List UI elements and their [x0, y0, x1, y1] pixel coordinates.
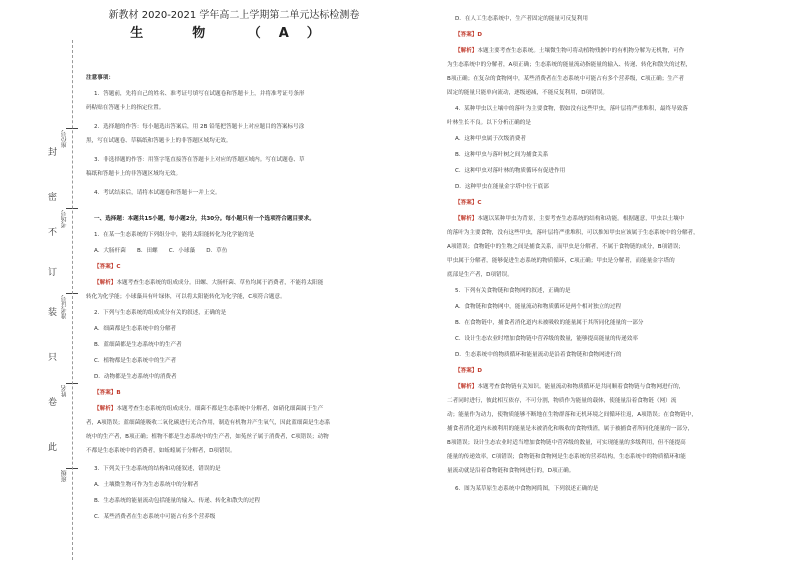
analysis-line: 的落叶为主要食物，没有这些甲虫，落叶层将严重堆积，可以推知甲虫应该属于生态系统中的分解者， — [447, 230, 699, 236]
option-line: A．食物链和食物网中，能量流动和物质循环是两个相对独立的过程 — [455, 304, 622, 310]
text-line: 4．考试结束后，请将本试题卷和答题卡一并上交。 — [94, 190, 221, 196]
option-line: A．土壤微生物可作为生态系统中的分解者 — [94, 482, 199, 488]
analysis-line: 二者同时进行，彼此相互依存，不可分割，物质作为能量的载体，使能量沿着食物链（网）流 — [447, 398, 677, 404]
analysis-line: 甲虫属于分解者，能够促进生态系统的物质循环，C项正确；甲虫是分解者，而能量金字塔的 — [447, 258, 675, 264]
analysis-line: 量流动就是沿着食物链和食物网进行的，D项正确。 — [447, 468, 575, 474]
analysis-line: A项错误；食物链中的生物之间是捕食关系，而甲虫是分解者，不属于食物链的成分，B项错误； — [447, 244, 685, 250]
exam-title: 新教材 2020-2021 学年高二上学期第二单元达标检测卷 — [108, 10, 360, 21]
answer-line: 【答案】B — [94, 390, 121, 396]
option-line: C．设计生态农业时增加食物链中营养级的数量，能够提高能量的传递效率 — [455, 336, 638, 342]
analysis-line: 【解析】本题主要考查生态系统。土壤微生物可将动植物残骸中的有机物分解为无机物，可作 — [455, 48, 685, 54]
analysis-line: 捕食者消化道内未被利用的能量是未被消化和吸收的食物残渣，属于被捕食者所同化能量的一部分， — [447, 426, 694, 432]
option-line: B．这种甲虫与落叶树之间为捕食关系 — [455, 152, 549, 158]
subject-title: 生 物 （A） — [130, 26, 338, 41]
question-line: 2．下列与生态系统的组成成分有关的叙述，正确的是 — [94, 310, 227, 316]
question-line: 5．下列有关食物链和食物网的叙述，正确的是 — [455, 288, 571, 294]
analysis-line: 【解析】本题考查食物链有关知识。能量流动和物质循环是共同顺着食物链与食物网进行的， — [455, 384, 685, 390]
analysis-line: 【解析】本题以某种甲虫为背景，主要考查生态系统的结构和功能。根据题意，甲虫以土壤中 — [455, 216, 685, 222]
analysis-line: 为生态系统中的分解者，A项正确；生态系统的能量流动指能量的输入、传递、转化和散失的过程， — [447, 62, 692, 68]
analysis-label: 【解析】 — [455, 48, 478, 54]
exam-room-field: 考场号 — [61, 210, 68, 228]
section-heading: 一、选择题：本题共15小题，每小题2分，共30分。每小题只有一个选项符合题目要求。 — [94, 216, 315, 222]
binding-margin — [0, 0, 82, 561]
analysis-label: 【解析】 — [94, 280, 117, 286]
analysis-line: 【解析】本题考查生态系统的组成成分。细菌不都是生态系统中分解者，如硝化细菌属于生产 — [94, 406, 324, 412]
option-line: D．生态系统中的物质循环和能量流动是沿着食物链和食物网进行的 — [455, 352, 622, 358]
answer-line: 【答案】C — [455, 200, 482, 206]
analysis-line: 不都是生态系统中的消费者，如蚯蚓属于分解者，D项错误。 — [86, 448, 236, 454]
option-line: A．大肠杆菌 B．田螺 C．小球藻 D．草鱼 — [94, 248, 228, 254]
analysis-line: 底部是生产者，D项错误。 — [447, 272, 513, 278]
analysis-line: B项错误；设计生态农业时适当增加食物链中营养级的数量，可实现能量的多级利用，但不能提高 — [447, 440, 686, 446]
option-line: A．这种甲虫属于次级消费者 — [455, 136, 526, 142]
analysis-line: 者，A项错误；蓝细菌能吸收二氧化碳进行光合作用，制造有机物并产生氧气，因此蓝细菌是生态系 — [86, 420, 331, 426]
question-line: 6．图为某草原生态系统中食物网简图，下列叙述正确的是 — [455, 486, 599, 492]
seal-char: 订 — [48, 268, 58, 278]
ticket-number-field: 准考证号 — [61, 295, 68, 319]
question-line: 1．在某一生态系统的下列组分中，能将太阳能转化为化学能的是 — [94, 232, 255, 238]
question-line: 3．下列关于生态系统的结构和功能叙述，错误的是 — [94, 466, 221, 472]
answer-line: 【答案】D — [455, 32, 483, 38]
seal-char: 密 — [48, 193, 58, 203]
text-line: 3．非选择题的作答：用签字笔直接答在答题卡上对应的答题区域内。写在试题卷、草 — [94, 157, 305, 163]
question-line: 4．某种甲虫以土壤中的落叶为主要食物，假如没有这些甲虫，落叶层将严重堆积，最终导致落 — [455, 106, 688, 112]
notice-heading: 注意事项： — [86, 75, 114, 81]
option-line: D．在人工生态系统中，生产者固定的能量可反复利用 — [455, 16, 588, 22]
option-line: C．植物都是生态系统中的生产者 — [94, 358, 177, 364]
seat-number-field: 座位号 — [61, 130, 68, 148]
text-line: 1．答题前，先将自己的姓名、准考证号填写在试题卷和答题卡上，并将准考证号条形 — [94, 91, 305, 97]
seal-char: 封 — [48, 148, 58, 158]
analysis-line: 【解析】本题考查生态系统的组成成分。田螺、大肠杆菌、草鱼均属于消费者，不能将太阳能 — [94, 280, 324, 286]
option-line: C．这种甲虫对落叶林的物质循环有促进作用 — [455, 168, 566, 174]
analysis-line: 转化为化学能；小球藻具有叶绿体，可以将太阳能转化为化学能，C项符合题意。 — [86, 294, 286, 300]
answer-line: 【答案】C — [94, 264, 121, 270]
analysis-label: 【解析】 — [455, 384, 478, 390]
seal-char: 不 — [48, 228, 58, 238]
option-line: B．蓝细菌都是生态系统中的生产者 — [94, 342, 182, 348]
option-line: B．在食物链中，捕食者消化道内未被吸收的能量属于其所同化能量的一部分 — [455, 320, 644, 326]
seal-char: 此 — [48, 443, 58, 453]
option-line: D．动物都是生态系统中的消费者 — [94, 374, 177, 380]
name-field: 姓名 — [61, 385, 68, 397]
text-line: 稿纸和答题卡上的非答题区域均无效。 — [86, 171, 182, 177]
seal-char: 只 — [48, 353, 58, 363]
analysis-line: B项正确；在复杂的食物网中，某些消费者在生态系统中可能占有多个营养级，C项正确；生产者 — [447, 76, 685, 82]
text-line: 2．选择题的作答：每小题选出答案后，用 2B 铅笔把答题卡上对应题目的答案标号涂 — [94, 124, 305, 130]
option-line: A．细菌都是生态系统中的分解者 — [94, 326, 177, 332]
analysis-label: 【解析】 — [94, 406, 117, 412]
class-field: 班级 — [61, 470, 68, 482]
analysis-line: 统中的生产者，B项正确；植物不都是生态系统中的生产者，如菟丝子属于消费者，C项错误；动物 — [86, 434, 329, 440]
answer-line: 【答案】D — [455, 368, 483, 374]
analysis-label: 【解析】 — [455, 216, 478, 222]
seal-char: 装 — [48, 308, 58, 318]
text-line: 码粘贴在答题卡上的指定位置。 — [86, 105, 165, 111]
analysis-line: 动；能量作为动力，使物质能够不断地在生物群落和无机环境之间循环往返，A项错误；在食物链中， — [447, 412, 697, 418]
analysis-line: 固定的能量只能单向流动，逐级递减，不能反复利用，D项错误。 — [447, 90, 608, 96]
option-line: D．这种甲虫在能量金字塔中位于底部 — [455, 184, 549, 190]
seal-char: 卷 — [48, 398, 58, 408]
option-line: B．生态系统的能量流动包括能量的输入、传递、转化和散失的过程 — [94, 498, 261, 504]
cut-line — [72, 40, 73, 560]
text-line: 黑，写在试题卷、草稿纸和答题卡上的非答题区域均无效。 — [86, 138, 232, 144]
question-line: 叶林生长不良。以下分析正确的是 — [447, 120, 531, 126]
option-line: C．某些消费者在生态系统中可能占有多个营养级 — [94, 514, 216, 520]
analysis-line: 能量的传递效率，C项错误；食物链和食物网是生态系统的营养结构，生态系统中的物质循环和能 — [447, 454, 686, 460]
